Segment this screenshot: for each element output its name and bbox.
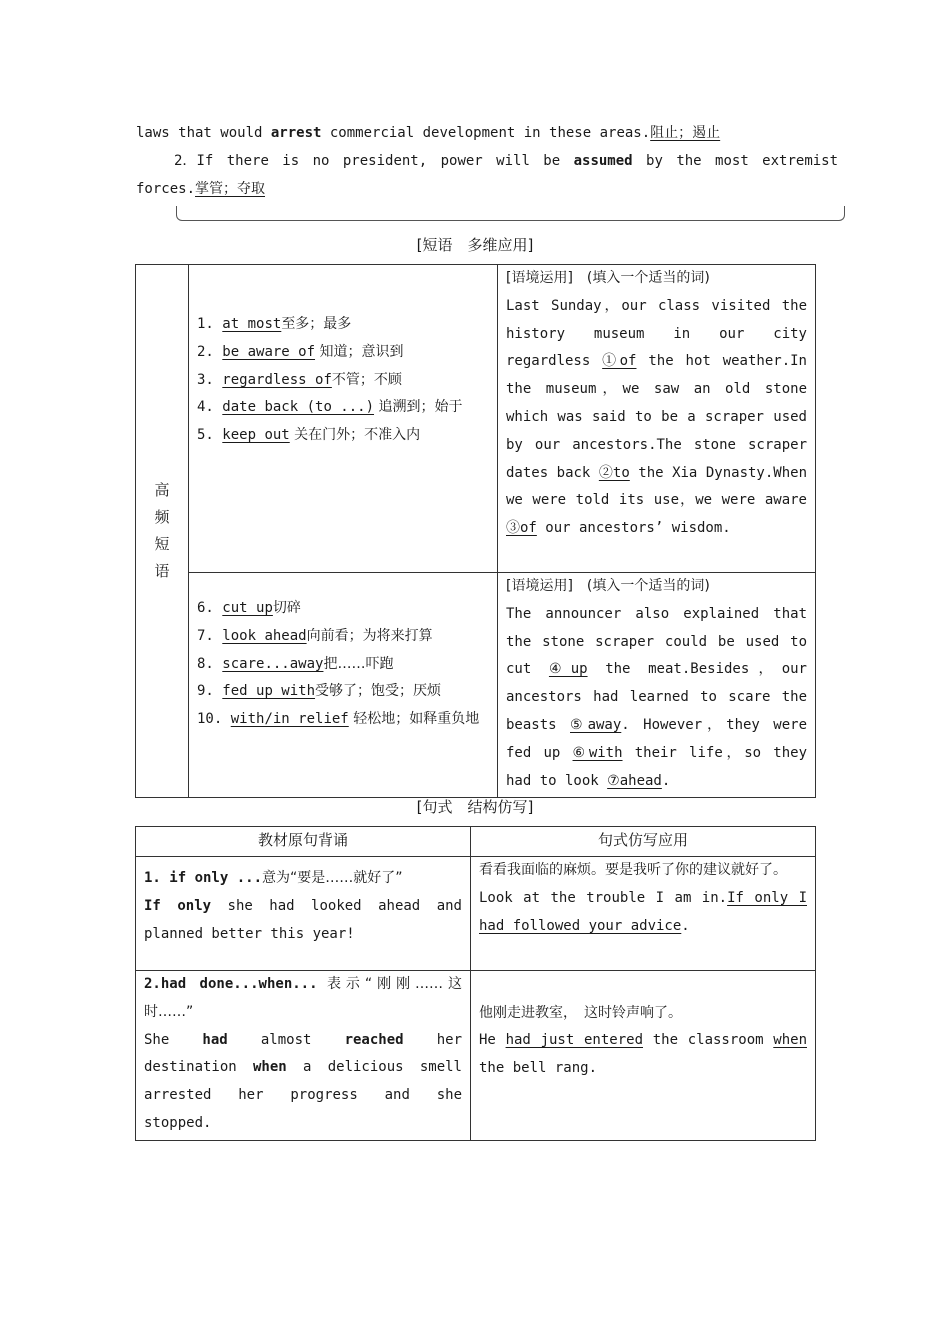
column-header-original: 教材原句背诵 [136, 827, 471, 857]
side-label-char: 短 [154, 535, 170, 554]
sentence-table [135, 826, 816, 1141]
context-title: [语境运用] (填入一个适当的词) [506, 270, 710, 286]
keyword: If only [144, 897, 212, 914]
phrase-item: 7. look ahead向前看；为将来打算 [197, 627, 433, 644]
pattern-meaning: 意为“要是……就好了” [262, 870, 403, 886]
chinese-prompt: 看看我面临的麻烦。要是我听了你的建议就好了。 [479, 862, 787, 878]
context-passage-1: [语境运用] (填入一个适当的词) Last Sunday，our class visited the history museum in our city regardless ①of the hot weather.In the museum，we saw an old stone which was said to be a scraper used by our ancestors.The stone scraper dates back ②to the Xia Dynasty.When we were told its use，we were aware ③of our ancestors’ wisdom. [498, 265, 816, 573]
phrase-list-1 [189, 265, 498, 573]
answer-assumed: 掌管；夺取 [195, 181, 266, 197]
keyword: reached [344, 1031, 404, 1048]
column-header-imitation: 句式仿写应用 [471, 827, 816, 857]
blank-answer: ①of [602, 353, 637, 370]
side-label-char: 频 [154, 508, 170, 527]
context-title: [语境运用] (填入一个适当的词) [506, 578, 710, 594]
table-header-row [136, 827, 816, 857]
original-sentence-2: 2.had done...when... 表示“刚刚……这时……” She had almost reached her destination when a delicious smell arrested her progress and she stopped. [136, 971, 471, 1141]
keyword: had [202, 1031, 228, 1048]
blank-answer: ③of [506, 520, 537, 537]
blank-answer: ②to [598, 464, 630, 481]
section-title-phrases: [短语 多维应用] [416, 236, 534, 254]
context-passage-2: [语境运用] (填入一个适当的词) The announcer also explained that the stone scraper could be used to cut ④up the meat.Besides，our ancestors had learned to scare the beasts ⑤away. However，they were fed up ⑥with their life，so they had to look ⑦ahead. [498, 573, 816, 798]
keyword-assumed: assumed [573, 153, 633, 169]
phrase-item: 6. cut up切碎 [197, 600, 301, 616]
phrase-group-2 [136, 573, 816, 798]
intro-text: commercial development in these areas. [321, 125, 651, 141]
blank-answer: ⑦ahead [607, 772, 662, 789]
intro-line-2 [174, 147, 838, 175]
intro-text: laws that would [136, 125, 271, 141]
answer-arrest: 阻止；遏止 [650, 125, 721, 141]
blank-answer: ⑥with [572, 744, 623, 761]
answer-text: had just entered [505, 1032, 643, 1049]
item-number: 2． [174, 153, 197, 169]
imitation-sentence-1: 看看我面临的麻烦。要是我听了你的建议就好了。 Look at the trouble I am in.If only I had followed your advice. [471, 857, 816, 971]
phrase-item: 9. fed up with受够了；饱受；厌烦 [197, 683, 442, 700]
chinese-prompt: 他刚走进教室， 这时铃声响了。 [479, 1004, 682, 1021]
sentence-row-1 [136, 857, 816, 971]
original-sentence-1: 1. if only ...意为“要是……就好了” If only she had looked ahead and planned better this year! [136, 857, 471, 971]
pattern-label: 1. if only ... [144, 870, 263, 886]
phrase-table [135, 264, 816, 798]
keyword-arrest: arrest [270, 125, 322, 141]
phrase-item: 4. date back (to ...) 追溯到；始于 [197, 399, 463, 416]
keyword: when [253, 1059, 287, 1076]
answer-text: If only I had followed your advice [479, 889, 807, 934]
intro-line-3 [136, 175, 265, 203]
phrase-item: 3. regardless of不管；不顾 [197, 371, 402, 388]
section-title-sentences: [句式 结构仿写] [416, 798, 534, 816]
section-bracket [176, 206, 845, 221]
intro-text: by the most extremist [632, 153, 839, 169]
intro-line-1 [136, 119, 720, 147]
blank-answer: ⑤away [570, 716, 622, 733]
intro-text: If there is no president, power will be [196, 153, 574, 169]
phrase-item: 2. be aware of 知道；意识到 [197, 343, 404, 360]
side-label [136, 265, 189, 798]
blank-answer: ④up [548, 661, 588, 678]
phrase-item: 10. with/in relief 轻松地；如释重负地 [197, 711, 480, 728]
phrase-item: 1. at most至多；最多 [197, 316, 352, 332]
phrase-item: 5. keep out 关在门外；不准入内 [197, 427, 421, 444]
intro-text: forces. [136, 181, 196, 197]
phrase-item: 8. scare...away把……吓跑 [197, 655, 394, 672]
pattern-label: 2.had done...when... [144, 976, 318, 992]
sentence-row-2 [136, 971, 816, 1141]
imitation-sentence-2: 他刚走进教室， 这时铃声响了。 He had just entered the classroom when the bell rang. [471, 971, 816, 1141]
side-label-char: 高 [154, 481, 170, 500]
side-label-char: 语 [154, 562, 170, 581]
phrase-list-2 [189, 573, 498, 798]
phrase-group-1 [136, 265, 816, 573]
answer-text: when [773, 1032, 807, 1049]
pattern-meaning: 表示“刚刚……这时……” [144, 976, 463, 1020]
